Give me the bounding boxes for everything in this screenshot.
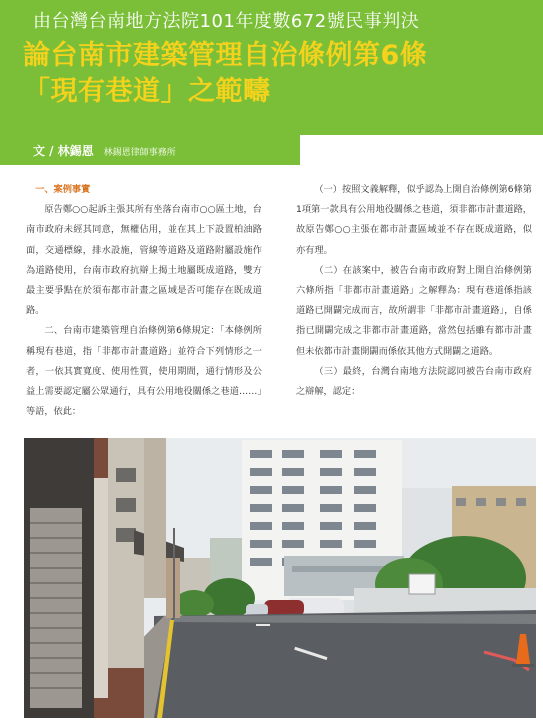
- paragraph: 二、台南市建築管理自治條例第6條規定：「本條例所稱現有巷道，指「非都市計畫道路」並符合下列情形之一者，一依其實寬度、使用性質，使用期間，通行情形及公益上需要認定屬公眾通行，具有公用地役關係之巷道……」等語，依此：: [26, 325, 262, 418]
- street-photo: [24, 438, 536, 718]
- case-reference: 由台灣台南地方法院101年度數672號民事判決: [33, 11, 420, 32]
- paragraph: （三）最終，台灣台南地方法院認同被告台南市政府之辯解，認定：: [296, 365, 532, 398]
- paragraph: （二）在該案中，被告台南市政府對上開自治條例第六條所指「非都市計畫道路」之解釋為：現有巷道係指該道路已開闢完成而言，故所謂非「非都市計畫道路」，自係指已開闢完成之非都市計畫道路，當然包括雖有都市計畫但未依都市計畫開闢而係依其他方式開闢之道路。: [296, 264, 532, 357]
- paragraph: （一）按照文義解釋，似乎認為上開自治條例第6條第1項第一款具有公用地役關係之巷道，須非都市計畫道路，故原告鄭○○主張在都市計畫區域並不存在既成道路，似亦有理。: [296, 184, 532, 256]
- title-line-2: 「現有巷道」之範疇: [23, 76, 271, 107]
- section-heading: 一、案例事實: [35, 184, 91, 195]
- left-column: [26, 180, 262, 422]
- right-column: [296, 180, 532, 402]
- author-name: 文 / 林錫恩: [33, 144, 94, 158]
- paragraph: 原告鄭○○起訴主張其所有坐落台南市○○區土地，台南市政府未經其同意，無權佔用，並在其上下設置柏油路面，交通標線，排水設施，管線等道路及道路附屬設施作為道路使用，台南市政府抗辯上揭土地屬既成道路，雙方最主要爭點在於須布都市計畫之區域是否可能存在既成道路。: [26, 204, 262, 317]
- title-line-1: 論台南市建築管理自治條例第6條: [23, 40, 428, 71]
- law-firm: 林錫恩律師事務所: [103, 148, 176, 158]
- byline: [33, 142, 176, 159]
